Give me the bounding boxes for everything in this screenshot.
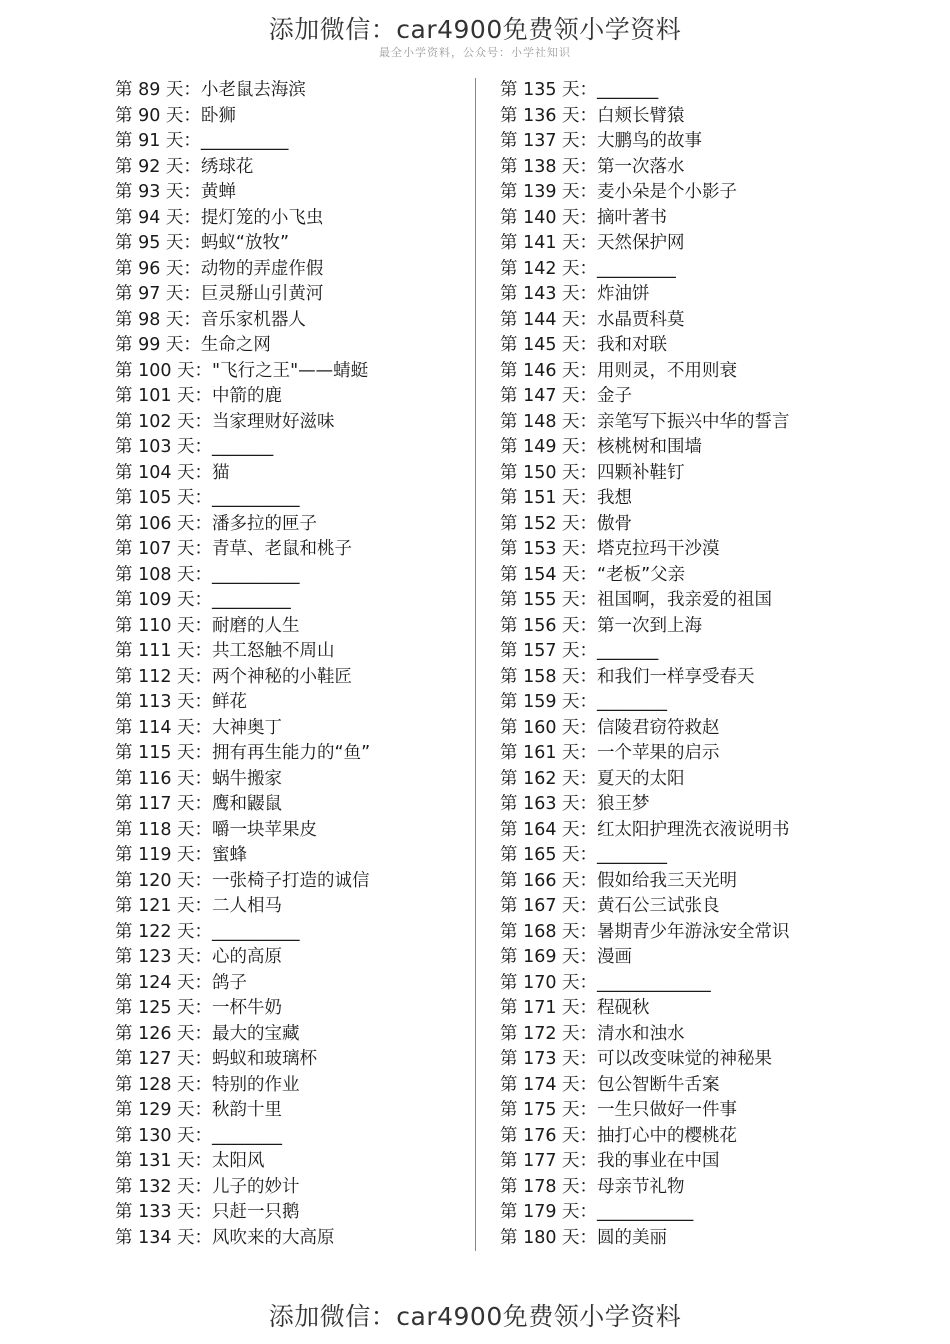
list-item: 第 125 天：一杯牛奶	[115, 998, 283, 1018]
list-item: 第 158 天：和我们一样享受春天	[500, 666, 755, 687]
list-item: 第 156 天：第一次到上海	[500, 615, 703, 636]
list-item: 第 146 天：用则灵，不用则衰	[500, 360, 738, 381]
list-item: 第 94 天：提灯笼的小飞虫	[115, 207, 324, 228]
list-item: 第 126 天：最大的宝藏	[115, 1023, 300, 1044]
list-item: 第 152 天：傲骨	[500, 513, 633, 534]
list-item: 第 103 天：_______	[115, 437, 274, 457]
list-item: 第 134 天：风吹来的大高原	[115, 1227, 335, 1248]
reading-list-right-column	[500, 78, 930, 1251]
list-item: 第 141 天：天然保护网	[500, 233, 685, 253]
list-item: 第 131 天：太阳风	[115, 1151, 265, 1171]
list-item: 第 169 天：漫画	[500, 947, 633, 967]
list-item: 第 161 天：一个苹果的启示	[500, 743, 720, 763]
list-item: 第 120 天：一张椅子打造的诚信	[115, 870, 370, 891]
list-item: 第 100 天："飞行之王"——蜻蜓	[115, 360, 369, 381]
watermark-subline: 最全小学资料，公众号：小学社知识	[379, 46, 571, 59]
list-item: 第 111 天：共工怒触不周山	[115, 641, 335, 661]
reading-list-left-column	[115, 78, 465, 1251]
list-item: 第 115 天：拥有再生能力的“鱼”	[115, 743, 371, 763]
list-item: 第 114 天：大神奥丁	[115, 717, 283, 738]
list-item: 第 113 天：鲜花	[115, 692, 248, 712]
list-item: 第 110 天：耐磨的人生	[115, 615, 300, 636]
watermark-bottom: 添加微信：car4900免费领小学资料	[268, 1302, 682, 1331]
list-item: 第 173 天：可以改变味觉的神秘果	[500, 1049, 773, 1069]
list-item: 第 148 天：亲笔写下振兴中华的誓言	[500, 411, 790, 432]
list-item: 第 167 天：黄石公三试张良	[500, 896, 720, 916]
list-item: 第 172 天：清水和浊水	[500, 1023, 685, 1044]
list-item: 第 102 天：当家理财好滋味	[115, 411, 335, 432]
list-item: 第 98 天：音乐家机器人	[115, 309, 306, 330]
list-item: 第 179 天：___________	[500, 1202, 694, 1222]
list-item: 第 133 天：只赶一只鹅	[115, 1202, 300, 1222]
list-item: 第 89 天：小老鼠去海滨	[115, 80, 306, 100]
list-item: 第 135 天：_______	[500, 80, 659, 100]
list-item: 第 163 天：狼王梦	[500, 794, 650, 814]
list-item: 第 157 天：_______	[500, 641, 659, 661]
list-item: 第 90 天：卧狮	[115, 105, 236, 126]
list-item: 第 118 天：嚼一块苹果皮	[115, 819, 318, 840]
list-item: 第 93 天：黄蝉	[115, 182, 236, 202]
list-item: 第 175 天：一生只做好一件事	[500, 1100, 738, 1120]
list-item: 第 168 天：暑期青少年游泳安全常识	[500, 921, 790, 942]
list-item: 第 117 天：鹰和鼹鼠	[115, 794, 283, 814]
list-item: 第 138 天：第一次落水	[500, 156, 685, 177]
list-item: 第 106 天：潘多拉的匣子	[115, 513, 318, 534]
list-item: 第 180 天：圆的美丽	[500, 1227, 668, 1248]
list-item: 第 137 天：大鹏鸟的故事	[500, 131, 703, 151]
list-item: 第 139 天：麦小朵是个小影子	[500, 182, 738, 202]
list-item: 第 166 天：假如给我三天光明	[500, 870, 738, 891]
list-item: 第 132 天：儿子的妙计	[115, 1176, 300, 1197]
list-item: 第 171 天：程砚秋	[500, 998, 650, 1018]
list-item: 第 159 天：________	[500, 692, 668, 712]
list-item: 第 144 天：水晶贾科莫	[500, 309, 685, 330]
list-item: 第 150 天：四颗补鞋钉	[500, 462, 685, 483]
list-item: 第 121 天：二人相马	[115, 896, 283, 916]
list-item: 第 95 天：蚂蚁“放牧”	[115, 233, 290, 253]
list-item: 第 174 天：包公智断牛舌案	[500, 1074, 720, 1095]
list-item: 第 149 天：核桃树和围墙	[500, 437, 703, 457]
list-item: 第 140 天：摘叶著书	[500, 207, 668, 228]
list-item: 第 170 天：_____________	[500, 972, 711, 993]
list-item: 第 162 天：夏天的太阳	[500, 768, 685, 789]
list-item: 第 142 天：_________	[500, 258, 676, 279]
list-item: 第 123 天：心的高原	[115, 947, 283, 967]
list-item: 第 178 天：母亲节礼物	[500, 1176, 685, 1197]
list-item: 第 130 天：________	[115, 1125, 283, 1146]
list-item: 第 127 天：蚂蚁和玻璃杯	[115, 1049, 318, 1069]
list-item: 第 122 天：__________	[115, 921, 300, 942]
list-item: 第 165 天：________	[500, 845, 668, 865]
list-item: 第 92 天：绣球花	[115, 156, 254, 177]
list-item: 第 109 天：_________	[115, 590, 291, 610]
list-item: 第 105 天：__________	[115, 488, 300, 508]
list-item: 第 143 天：炸油饼	[500, 284, 650, 304]
list-item: 第 99 天：生命之网	[115, 335, 271, 355]
list-item: 第 116 天：蜗牛搬家	[115, 768, 283, 789]
list-item: 第 136 天：白颊长臂猿	[500, 105, 685, 126]
list-item: 第 154 天：“老板”父亲	[500, 564, 686, 585]
list-item: 第 147 天：金子	[500, 386, 633, 406]
list-item: 第 177 天：我的事业在中国	[500, 1151, 720, 1171]
list-item: 第 145 天：我和对联	[500, 335, 668, 355]
list-item: 第 155 天：祖国啊，我亲爱的祖国	[500, 590, 773, 610]
column-divider	[475, 78, 476, 1251]
list-item: 第 160 天：信陵君窃符救赵	[500, 717, 720, 738]
list-item: 第 176 天：抽打心中的樱桃花	[500, 1125, 738, 1146]
list-item: 第 107 天：青草、老鼠和桃子	[115, 539, 353, 559]
list-item: 第 153 天：塔克拉玛干沙漠	[500, 539, 720, 559]
list-item: 第 104 天：猫	[115, 462, 230, 483]
list-item: 第 101 天：中箭的鹿	[115, 386, 283, 406]
list-item: 第 97 天：巨灵掰山引黄河	[115, 284, 324, 304]
list-item: 第 164 天：红太阳护理洗衣液说明书	[500, 819, 790, 840]
list-item: 第 151 天：我想	[500, 488, 633, 508]
list-item: 第 108 天：__________	[115, 564, 300, 585]
list-item: 第 129 天：秋韵十里	[115, 1100, 283, 1120]
list-item: 第 91 天：__________	[115, 131, 289, 151]
list-item: 第 112 天：两个神秘的小鞋匠	[115, 666, 353, 687]
list-item: 第 119 天：蜜蜂	[115, 845, 248, 865]
list-item: 第 128 天：特别的作业	[115, 1074, 300, 1095]
list-item: 第 124 天：鸽子	[115, 972, 248, 993]
list-item: 第 96 天：动物的弄虚作假	[115, 258, 324, 279]
watermark-top: 添加微信：car4900免费领小学资料	[268, 15, 682, 44]
